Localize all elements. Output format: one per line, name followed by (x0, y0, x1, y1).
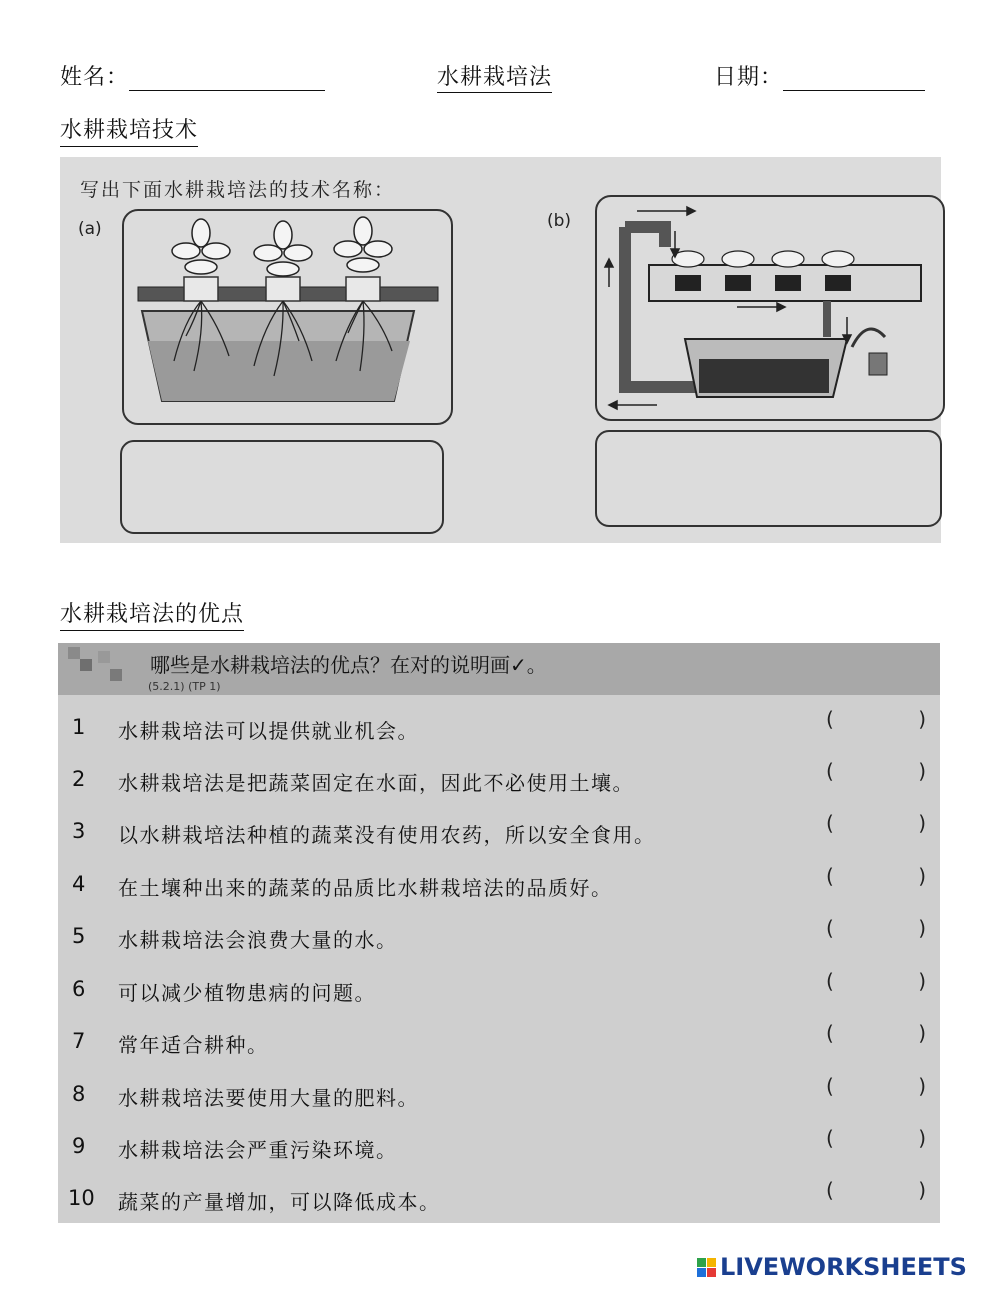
diagram-a-illustration (124, 211, 451, 423)
name-blank (129, 68, 325, 91)
label-b: (b) (547, 211, 572, 231)
answer-box-b[interactable] (595, 430, 942, 527)
checkbox-9[interactable]: ( ) (826, 1126, 926, 1150)
item-number: 1 (72, 715, 86, 739)
checkbox-2[interactable]: ( ) (826, 759, 926, 783)
checkbox-1[interactable]: ( ) (826, 707, 926, 731)
item-statement: 常年适合耕种。 (118, 1033, 269, 1057)
advantages-question: 哪些是水耕栽培法的优点？在对的说明画✓。 (150, 653, 547, 677)
item-number: 2 (72, 767, 86, 791)
technique-panel (60, 157, 941, 543)
date-label: 日期： (714, 65, 784, 90)
pixel-icon (98, 651, 110, 663)
checkbox-6[interactable]: ( ) (826, 969, 926, 993)
worksheet-title (437, 60, 552, 91)
advantages-panel (58, 643, 940, 1223)
checkbox-8[interactable]: ( ) (826, 1074, 926, 1098)
name-label: 姓名： (60, 65, 130, 90)
item-statement: 水耕栽培法会严重污染环境。 (118, 1138, 398, 1162)
item-number: 4 (72, 872, 86, 896)
list-item (58, 707, 940, 767)
logo-icon (697, 1258, 716, 1277)
item-statement: 可以减少植物患病的问题。 (118, 981, 376, 1005)
pixel-icon (110, 669, 122, 681)
date-blank (783, 68, 925, 91)
pixel-icon (80, 659, 92, 671)
list-item (58, 759, 940, 819)
item-number: 7 (72, 1029, 86, 1053)
diagram-a-frame (122, 209, 453, 425)
checkbox-5[interactable]: ( ) (826, 916, 926, 940)
checkbox-4[interactable]: ( ) (826, 864, 926, 888)
item-number: 3 (72, 819, 86, 843)
answer-box-a[interactable] (120, 440, 444, 534)
item-statement: 水耕栽培法可以提供就业机会。 (118, 719, 419, 743)
brand-text: LIVEWORKSHEETS (720, 1253, 967, 1281)
learning-standard-code: (5.2.1) (TP 1) (148, 680, 221, 693)
item-statement: 以水耕栽培法种植的蔬菜没有使用农药，所以安全食用。 (118, 823, 656, 847)
checkbox-7[interactable]: ( ) (826, 1021, 926, 1045)
item-number: 9 (72, 1134, 86, 1158)
list-item (58, 969, 940, 1029)
item-number: 5 (72, 924, 86, 948)
item-statement: 在土壤种出来的蔬菜的品质比水耕栽培法的品质好。 (118, 876, 613, 900)
item-statement: 水耕栽培法会浪费大量的水。 (118, 928, 398, 952)
technique-prompt: 写出下面水耕栽培法的技术名称： (80, 179, 396, 201)
diagram-b-frame (595, 195, 945, 421)
list-item (58, 1178, 940, 1238)
item-statement: 水耕栽培法是把蔬菜固定在水面，因此不必使用土壤。 (118, 771, 634, 795)
list-item (58, 1021, 940, 1081)
diagram-b-illustration (597, 197, 943, 419)
item-statement: 水耕栽培法要使用大量的肥料。 (118, 1086, 419, 1110)
checkbox-3[interactable]: ( ) (826, 811, 926, 835)
worksheet-title-text: 水耕栽培法 (437, 65, 552, 93)
item-number: 6 (72, 977, 86, 1001)
checkbox-10[interactable]: ( ) (826, 1178, 926, 1202)
section2-heading: 水耕栽培法的优点 (60, 597, 244, 631)
date-field (714, 60, 925, 91)
list-item (58, 1126, 940, 1186)
list-item (58, 916, 940, 976)
list-item (58, 864, 940, 924)
item-number: 8 (72, 1082, 86, 1106)
list-item (58, 811, 940, 871)
liveworksheets-logo (697, 1254, 967, 1280)
item-statement: 蔬菜的产量增加，可以降低成本。 (118, 1190, 441, 1214)
list-item (58, 1074, 940, 1134)
pixel-icon (68, 647, 80, 659)
item-number: 10 (68, 1186, 95, 1210)
name-field (60, 60, 325, 91)
label-a: (a) (78, 219, 102, 239)
section1-heading: 水耕栽培技术 (60, 113, 198, 147)
